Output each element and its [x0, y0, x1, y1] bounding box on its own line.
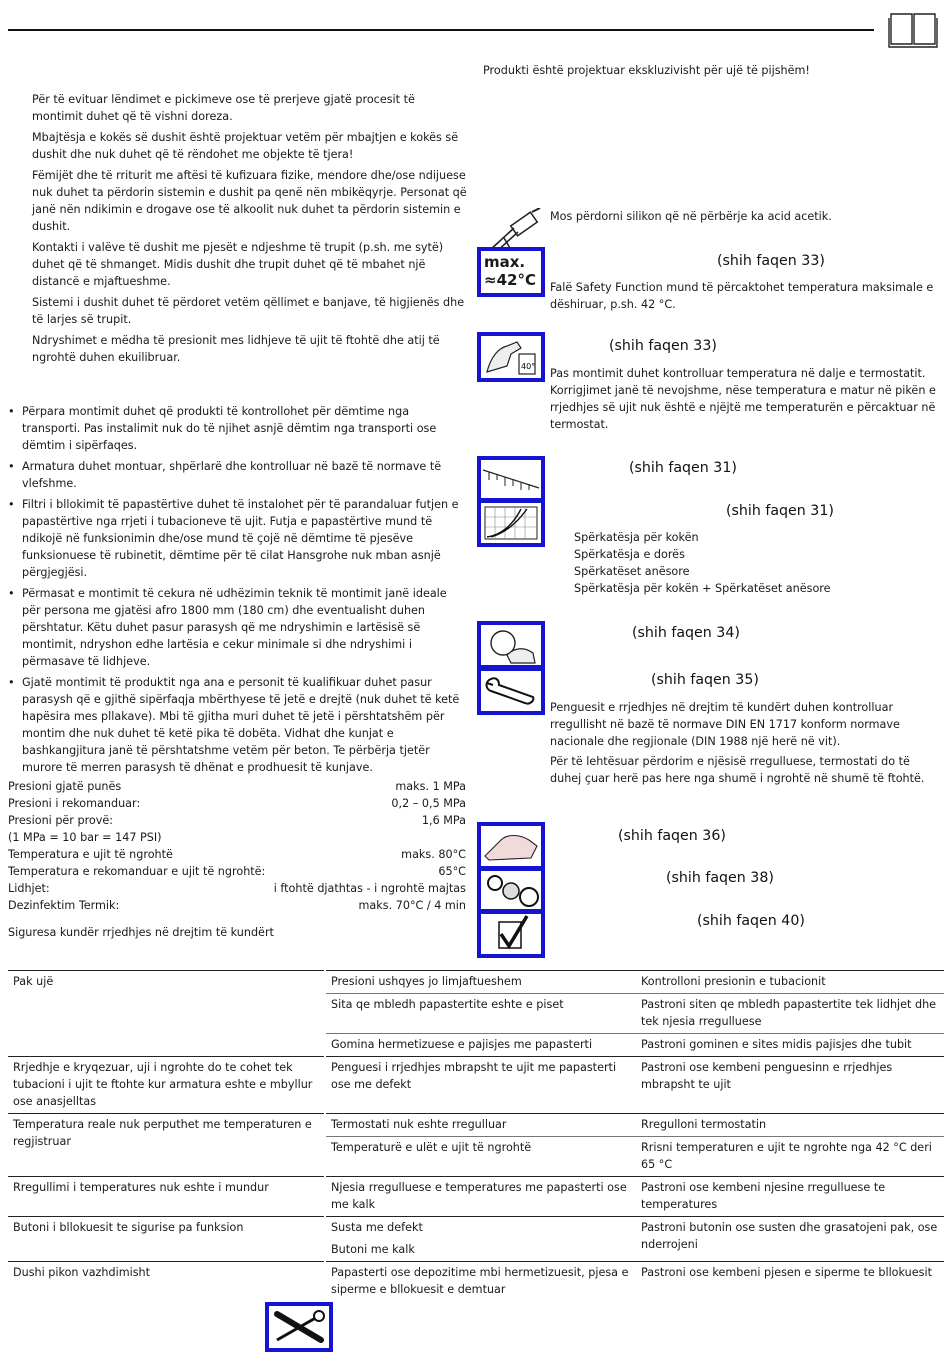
page-ref: (shih faqen 31): [629, 460, 737, 476]
installation-bullet: • Përpara montimit duhet që produkti të kontrollohet për dëmtime nga transporti. Pas instalimit nuk do të njihet asnjë dëmtim nga transporti ose dëmtim i sipërfaqes.: [8, 403, 468, 454]
table-row: [8, 971, 944, 994]
spec-row: [8, 778, 466, 795]
spec-label: Temperatura e rekomanduar e ujit të ngrohtë:: [8, 865, 266, 878]
spec-label: Lidhjet:: [8, 882, 50, 895]
remedy-cell: Pastroni ose kembeni penguesinn e rrjedhjes mbrapsht te ujit: [636, 1057, 944, 1114]
spare-parts-drawing: [481, 871, 541, 909]
svg-text:40°: 40°: [521, 362, 536, 371]
spec-value: 65°C: [438, 865, 466, 878]
spec-value: maks. 70°C / 4 min: [358, 899, 466, 912]
safety-notes: [32, 91, 468, 370]
max-temp-icon-line2: ≈42°C: [484, 271, 536, 289]
tools-drawing: [269, 1306, 329, 1348]
page-ref: (shih faqen 33): [717, 253, 825, 269]
table-row: [8, 1177, 944, 1217]
spec-value: 1,6 MPa: [421, 814, 466, 827]
drinking-water-note: Produkti është projektuar ekskluzivisht për ujë të pijshëm!: [483, 64, 810, 77]
installation-bullet: • Gjatë montimit të produktit nga ana e personit të kualifikuar duhet pasur parasysh që e gjithë sipërfaqja mbërthyese të jetë e drejtë (nuk duhet të ketë hapësira mes pllakave). Mbi të gjitha muri duhet të jetë i përshtatshëm për montim dhe nuk duhet të ketë pika të dobëta. Vidhat dhe kunjat e bashkangjitura janë të përshtatshme vetëm për beton. Te përbërja tjetër murore të merren parasysh të dhënat e prodhuesit të kunjave.: [8, 674, 468, 776]
page-ref: (shih faqen 35): [651, 672, 759, 688]
spray-item: Spërkatësja e dorës: [574, 548, 685, 561]
calibration-scale-drawing: [481, 460, 541, 498]
page-ref: (shih faqen 31): [726, 503, 834, 519]
din-paragraph: Penguesit e rrjedhjes në drejtim të kundërt duhen kontrolluar rregullisht në bazë të normave DIN EN 1717 konform normave nacionale dhe regjionale (DIN 1988 një herë në vit).: [550, 701, 900, 748]
backflow-note: Siguresa kundër rrjedhjes në drejtim të kundërt: [8, 926, 274, 939]
safety-paragraph: Sistemi i dushit duhet të përdoret vetëm qëllimet e banjave, të higjienës dhe të larjes së trupit.: [32, 296, 465, 326]
remedy-cell: Rregulloni termostatin: [636, 1114, 944, 1137]
installation-bullet: • Përmasat e montimit të cekura në udhëzimin teknik të montimit janë ideale për persona me gjatësi afro 1800 mm (180 cm) dhe eventualisht duhen përshtatur. Këtu duhet pasur parasysh që me ndryshimin e lartësisë së montimit, ndryshon edhe lartësia e cekur minimale si dhe ndryshimi i përmasave të lidhjeve.: [8, 585, 468, 670]
regulator-paragraph: Për të lehtësuar përdorim e njësisë rregulluese, termostati do të duhej çuar herë pas here nga shumë i ngrohtë në shumë të ftohtë.: [550, 755, 925, 785]
thermostat-check-note: Pas montimit duhet kontrolluar temperatura në dalje e termostatit. Korrigjimet janë të nevojshme, nëse temperatura e matur në pikën e rrjedhjes së ujit nuk është e njëjtë me temperaturën e përcaktuar në termostat.: [550, 367, 936, 431]
spec-label: (1 MPa = 10 bar = 147 PSI): [8, 831, 162, 844]
problem-cell: Pak ujë: [8, 971, 325, 1057]
table-row: [8, 1262, 944, 1302]
page-ref: (shih faqen 36): [618, 828, 726, 844]
wrench-icon: [477, 667, 545, 715]
problem-cell: Rregullimi i temperatures nuk eshte i mundur: [8, 1177, 325, 1217]
remedy-cell: Pastroni gominen e sites midis pajisjes dhe tubit: [636, 1034, 944, 1057]
spec-row: [8, 812, 466, 829]
spec-value: maks. 1 MPa: [395, 780, 466, 793]
cause-cell: Gomina hermetizuese e pajisjes me papasterti: [325, 1034, 636, 1057]
spec-label: Dezinfektim Termik:: [8, 899, 120, 912]
problem-cell: Temperatura reale nuk perputhet me temperaturen e regjistruar: [8, 1114, 325, 1177]
table-row: [8, 1114, 944, 1137]
spray-list: [574, 529, 831, 597]
spec-label: Presioni për provë:: [8, 814, 114, 827]
troubleshooting-table: [8, 970, 944, 1301]
spec-row: [8, 829, 466, 846]
header-rule: [8, 29, 874, 31]
spray-item: Spërkatësja për kokën + Spërkatëset anësore: [574, 582, 831, 595]
book-icon: [888, 10, 938, 48]
safety-paragraph: Mbajtësja e kokës së dushit është projektuar vetëm për mbajtjen e kokës së dushit dhe nuk duhet që të rëndohet me objekte të tjera!: [32, 131, 459, 161]
spec-row: [8, 795, 466, 812]
hand-knob-drawing: [481, 625, 541, 665]
thermometer-hand-drawing: [481, 336, 541, 378]
calibration-scale-icon: [477, 456, 545, 502]
problem-cell: Butoni i bllokuesit te sigurise pa funksion: [8, 1217, 325, 1262]
remedy-cell: Rrisni temperaturen e ujit te ngrohte nga 42 °C deri 65 °C: [636, 1137, 944, 1177]
max-temp-icon-line1: max.: [484, 253, 526, 271]
checkmark-icon: [477, 910, 545, 958]
remedy-cell: Kontrolloni presionin e tubacionit: [636, 971, 944, 994]
problem-cell: Rrjedhje e kryqezuar, uji i ngrohte do te cohet tek tubacioni i ujit te ftohte kur armatura eshte e mbyllur ose anasjelltas: [8, 1057, 325, 1114]
spray-item: Spërkatësja për kokën: [574, 531, 699, 544]
spec-row: [8, 863, 466, 880]
cause-cell: Sita qe mbledh papastertite eshte e piset: [325, 994, 636, 1034]
cause-cell: Temperaturë e ulët e ujit të ngrohtë: [325, 1137, 636, 1177]
cause-cell: Njesia rregulluese e temperatures me papasterti ose me kalk: [325, 1177, 636, 1217]
spec-value: maks. 80°C: [401, 848, 466, 861]
hand-knob-icon: [477, 621, 545, 669]
spec-value: i ftohtë djathtas - i ngrohtë majtas: [273, 882, 466, 895]
remedy-cell: Pastroni butonin ose susten dhe grasatojeni pak, ose nderrojeni: [636, 1217, 944, 1262]
cleaning-hand-icon: [477, 822, 545, 870]
remedy-cell: Pastroni ose kembeni njesine rregulluese te temperatures: [636, 1177, 944, 1217]
spare-parts-icon: [477, 867, 545, 913]
cause-cell: Butoni me kalk: [325, 1239, 636, 1262]
page-ref: (shih faqen 38): [666, 870, 774, 886]
safety-paragraph: Për të evituar lëndimet e pickimeve ose të prerjeve gjatë procesit të montimit duhet që të vishni doreza.: [32, 93, 415, 123]
safety-paragraph: Ndryshimet e mëdha të presionit mes lidhjeve të ujit të ftohtë dhe atij të ngrohtë duhen ekuilibruar.: [32, 334, 440, 364]
remedy-cell: Pastroni siten qe mbledh papastertite tek lidhjet dhe tek njesia rregulluese: [636, 994, 944, 1034]
cause-cell: Termostati nuk eshte rregulluar: [325, 1114, 636, 1137]
thermometer-hand-icon: [477, 332, 545, 382]
spec-label: Temperatura e ujit të ngrohtë: [8, 848, 173, 861]
flow-diagram-drawing: [481, 503, 541, 543]
spec-row: [8, 897, 466, 914]
safety-paragraph: Fëmijët dhe të rriturit me aftësi të kufizuara fizike, mendore dhe/ose ndijuese nuk duhet ta përdorin sistemin e dushit pa qenë nën mbikëqyrje. Personat që janë nën ndikimin e drogave ose të alkoolit nuk duhet ta përdorin sistemin e dushit.: [32, 169, 467, 233]
tools-icon: [265, 1302, 333, 1352]
table-row: [8, 1217, 944, 1240]
spec-label: Presioni i rekomanduar:: [8, 797, 141, 810]
silicone-note: Mos përdorni silikon që në përbërje ka acid acetik.: [550, 210, 832, 223]
flow-diagram-icon: [477, 499, 545, 547]
installation-bullet: • Armatura duhet montuar, shpërlarë dhe kontrolluar në bazë të normave të vlefshme.: [8, 458, 468, 492]
spec-label: Presioni gjatë punës: [8, 780, 122, 793]
page-ref: (shih faqen 40): [697, 913, 805, 929]
table-row: [8, 1057, 944, 1114]
spray-item: Spërkatëset anësore: [574, 565, 690, 578]
cleaning-hand-drawing: [481, 826, 541, 866]
cause-cell: Papasterti ose depozitime mbi hermetizuesit, pjesa e siperme e bllokuesit e demtuar: [325, 1262, 636, 1302]
remedy-cell: Pastroni ose kembeni pjesen e siperme te bllokuesit: [636, 1262, 944, 1302]
problem-cell: Dushi pikon vazhdimisht: [8, 1262, 325, 1302]
page-ref: (shih faqen 34): [632, 625, 740, 641]
cause-cell: Susta me defekt: [325, 1217, 636, 1240]
spec-row: [8, 846, 466, 863]
cause-cell: Penguesi i rrjedhjes mbrapsht te ujit me papasterti ose me defekt: [325, 1057, 636, 1114]
safety-function-note: Falë Safety Function mund të përcaktohet temperatura maksimale e dëshiruar, p.sh. 42 °C.: [550, 281, 934, 311]
wrench-drawing: [481, 671, 541, 711]
safety-paragraph: Kontakti i valëve të dushit me pjesët e ndjeshme të trupit (p.sh. me sytë) duhet që të shmanget. Midis dushit dhe trupit duhet që të mbahet një distancë e mjaftueshme.: [32, 241, 444, 288]
installation-notes: [8, 403, 468, 780]
page-ref: (shih faqen 33): [609, 338, 717, 354]
spec-row: [8, 880, 466, 897]
cause-cell: Presioni ushqyes jo limjaftueshem: [325, 971, 636, 994]
max-temp-icon: [477, 247, 545, 297]
din-note: [550, 699, 938, 790]
checkmark-drawing: [481, 914, 541, 954]
installation-bullet: • Filtri i bllokimit të papastërtive duhet të instalohet për të parandaluar futjen e papastërtive nga rrjeti i tubacioneve të ujit. Futja e papastërtive mund të ndikojë në funksionimin dhe/ose mund të çojë në dëmtime të pjesëve funksionuese të rubinetit, dëmtime për të cilat Hansgrohe nuk mban asnjë përgjegjësi.: [8, 496, 468, 581]
spec-value: 0,2 – 0,5 MPa: [391, 797, 466, 810]
